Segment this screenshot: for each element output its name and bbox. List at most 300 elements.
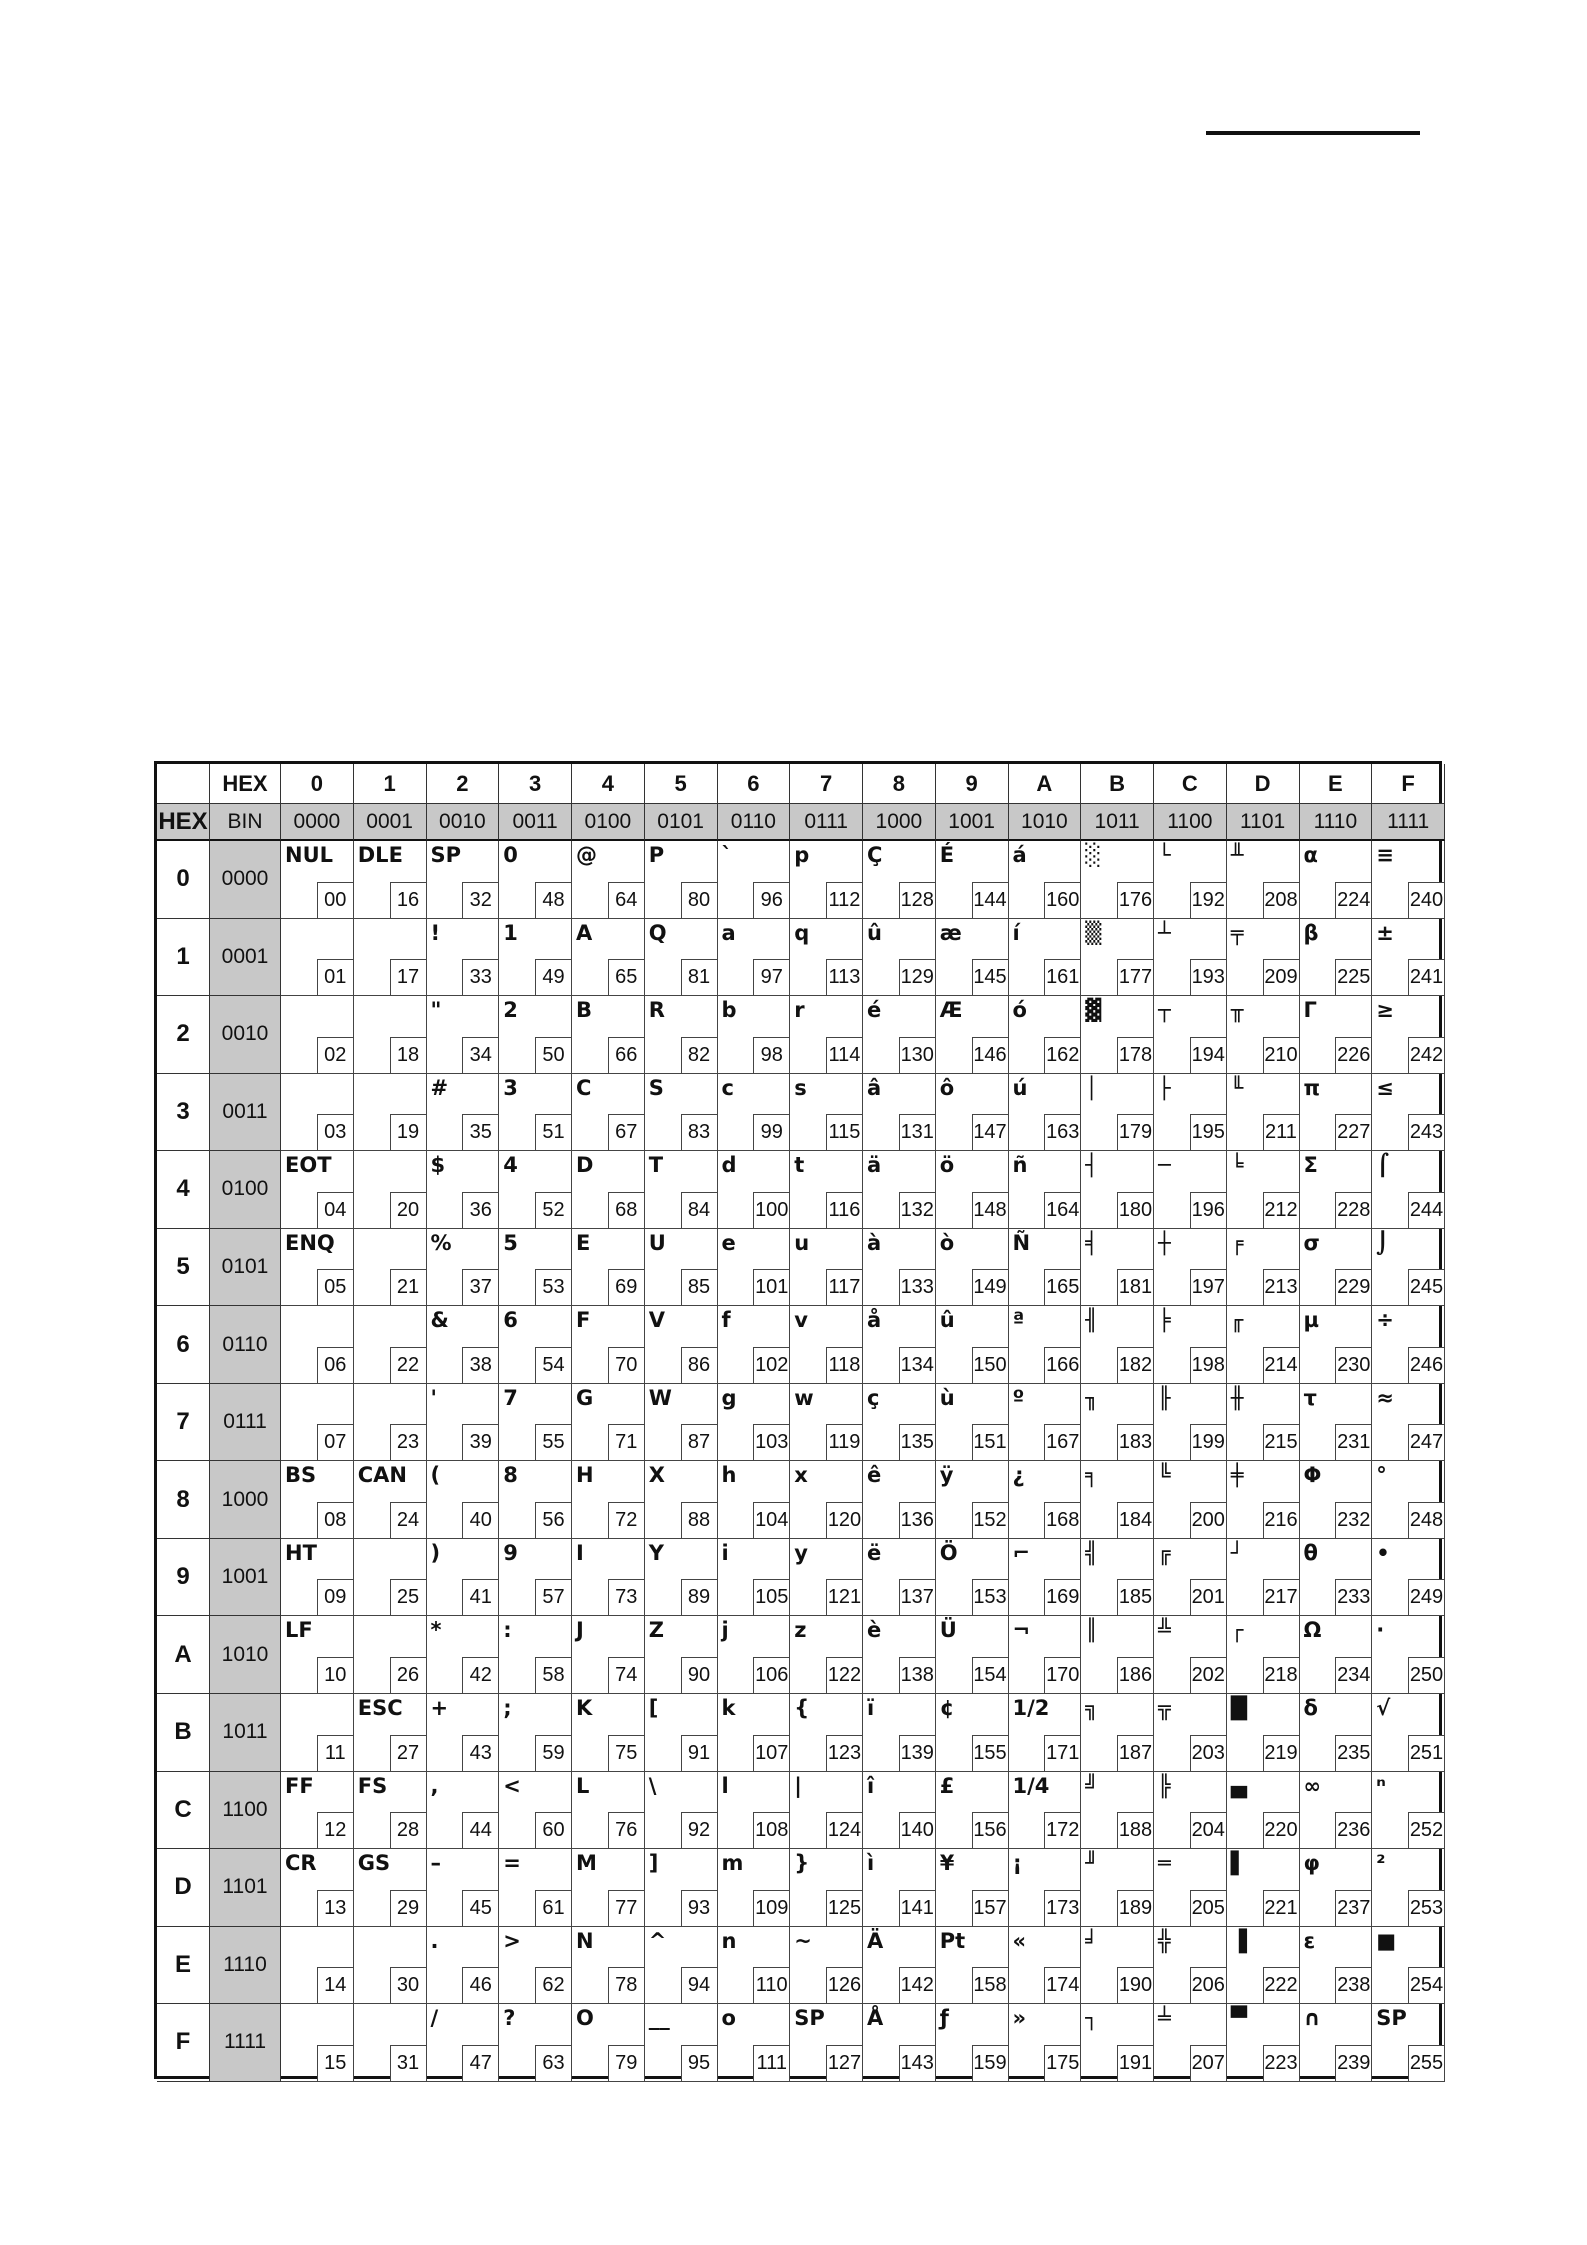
char-code: 19 xyxy=(390,1114,426,1150)
char-code: 49 xyxy=(535,959,571,995)
char-cell xyxy=(281,1539,354,1617)
char-code: 204 xyxy=(1190,1812,1226,1848)
row-hex-header: 9 xyxy=(157,1539,210,1617)
column-hex-header: 4 xyxy=(572,764,645,804)
char-cell xyxy=(1009,1616,1082,1694)
char-code: 122 xyxy=(826,1657,862,1693)
char-code: 51 xyxy=(535,1114,571,1150)
column-hex-header: E xyxy=(1300,764,1373,804)
char-code: 243 xyxy=(1408,1114,1444,1150)
column-hex-header: 1 xyxy=(354,764,427,804)
char-cell xyxy=(1227,919,1300,997)
char-code: 36 xyxy=(462,1192,498,1228)
char-symbol: 5 xyxy=(503,1230,518,1255)
char-code: 162 xyxy=(1044,1037,1080,1073)
char-symbol: GS xyxy=(357,1851,391,1876)
char-symbol: é xyxy=(867,998,882,1023)
char-code: 151 xyxy=(972,1424,1008,1460)
char-code: 216 xyxy=(1263,1502,1299,1538)
char-code: 213 xyxy=(1263,1269,1299,1305)
char-cell xyxy=(863,919,936,997)
char-symbol: | xyxy=(794,1773,802,1798)
char-cell xyxy=(354,1384,427,1462)
char-symbol: ╢ xyxy=(1085,1308,1098,1333)
char-cell xyxy=(718,1151,791,1229)
char-cell xyxy=(427,1306,500,1384)
char-cell xyxy=(790,996,863,1074)
column-hex-header: F xyxy=(1372,764,1445,804)
char-symbol: ╨ xyxy=(1230,843,1244,867)
char-code: 220 xyxy=(1263,1812,1299,1848)
char-cell xyxy=(572,1772,645,1850)
char-symbol: ╝ xyxy=(1085,1773,1098,1798)
char-code: 102 xyxy=(753,1347,789,1383)
char-symbol: ¿ xyxy=(1012,1463,1025,1488)
char-symbol: e xyxy=(721,1230,736,1255)
char-symbol: ) xyxy=(430,1540,441,1565)
char-cell xyxy=(790,1151,863,1229)
char-code: 164 xyxy=(1044,1192,1080,1228)
char-cell xyxy=(1081,1461,1154,1539)
row-hex-header: 6 xyxy=(157,1306,210,1384)
char-code: 158 xyxy=(972,1967,1008,2003)
column-hex-header: C xyxy=(1154,764,1227,804)
char-cell xyxy=(572,996,645,1074)
char-code: 42 xyxy=(462,1657,498,1693)
char-cell xyxy=(1227,1074,1300,1152)
char-code: 229 xyxy=(1335,1269,1371,1305)
char-cell xyxy=(1009,1694,1082,1772)
char-code: 134 xyxy=(899,1347,935,1383)
char-symbol: CR xyxy=(285,1851,317,1876)
char-cell xyxy=(645,841,718,919)
char-code: 139 xyxy=(899,1735,935,1771)
char-cell xyxy=(281,1616,354,1694)
char-symbol: F xyxy=(576,1308,591,1333)
char-cell xyxy=(354,1151,427,1229)
char-code: 157 xyxy=(972,1890,1008,1926)
char-cell xyxy=(1372,919,1445,997)
char-symbol: ² xyxy=(1376,1851,1386,1876)
char-code: 112 xyxy=(826,882,862,918)
char-cell xyxy=(1081,2004,1154,2082)
char-symbol: 1/2 xyxy=(1012,1696,1050,1721)
char-cell xyxy=(718,919,791,997)
char-cell xyxy=(790,1927,863,2005)
char-cell xyxy=(572,1306,645,1384)
char-code: 219 xyxy=(1263,1735,1299,1771)
char-code: 144 xyxy=(972,882,1008,918)
char-cell xyxy=(1372,996,1445,1074)
char-cell xyxy=(499,1306,572,1384)
char-symbol: ╡ xyxy=(1085,1230,1098,1255)
char-cell xyxy=(281,1849,354,1927)
char-code: 71 xyxy=(608,1424,644,1460)
row-bin-header: 0111 xyxy=(210,1384,281,1462)
char-symbol: ⌠ xyxy=(1376,1153,1390,1178)
row-hex-header: A xyxy=(157,1616,210,1694)
char-symbol: ú xyxy=(1012,1075,1028,1100)
char-symbol: ┌ xyxy=(1230,1618,1244,1643)
char-symbol: 1/4 xyxy=(1012,1773,1050,1798)
char-symbol: ╚ xyxy=(1158,1463,1171,1488)
char-symbol: Ω xyxy=(1303,1618,1322,1643)
char-cell xyxy=(1227,1927,1300,2005)
row-hex-header: 8 xyxy=(157,1461,210,1539)
char-cell xyxy=(499,1151,572,1229)
character-code-table xyxy=(154,761,1442,2079)
char-cell xyxy=(427,1849,500,1927)
char-cell xyxy=(1154,1151,1227,1229)
char-symbol: └ xyxy=(1158,843,1171,867)
char-code: 118 xyxy=(826,1347,862,1383)
char-cell xyxy=(354,2004,427,2082)
column-bin-header: 1001 xyxy=(936,804,1009,841)
char-code: 181 xyxy=(1117,1269,1153,1305)
column-hex-header: 3 xyxy=(499,764,572,804)
char-symbol: ò xyxy=(939,1230,955,1255)
char-symbol: ╛ xyxy=(1085,1928,1098,1953)
char-code: 152 xyxy=(972,1502,1008,1538)
char-cell xyxy=(1300,1772,1373,1850)
char-code: 159 xyxy=(972,2045,1008,2081)
char-cell xyxy=(1372,1694,1445,1772)
char-code: 99 xyxy=(753,1114,789,1150)
char-code: 127 xyxy=(826,2045,862,2081)
char-code: 171 xyxy=(1044,1735,1080,1771)
char-symbol: ? xyxy=(503,2006,516,2031)
char-symbol: ░ xyxy=(1085,843,1102,867)
char-symbol: ` xyxy=(721,843,732,867)
char-symbol: ÿ xyxy=(939,1463,954,1488)
char-cell xyxy=(863,1151,936,1229)
char-cell xyxy=(354,996,427,1074)
char-code: 194 xyxy=(1190,1037,1226,1073)
char-cell xyxy=(499,2004,572,2082)
char-cell xyxy=(427,1384,500,1462)
char-code: 236 xyxy=(1335,1812,1371,1848)
char-cell xyxy=(499,1229,572,1307)
char-cell xyxy=(1009,2004,1082,2082)
char-symbol: SP xyxy=(794,2006,825,2031)
char-code: 154 xyxy=(972,1657,1008,1693)
char-symbol: ╣ xyxy=(1085,1540,1098,1565)
char-symbol: Ä xyxy=(867,1928,884,1953)
char-symbol: \ xyxy=(648,1773,657,1798)
char-symbol: Å xyxy=(867,2006,884,2031)
char-cell xyxy=(1154,1229,1227,1307)
char-cell xyxy=(1154,1306,1227,1384)
char-cell xyxy=(936,1384,1009,1462)
char-cell xyxy=(1372,1772,1445,1850)
char-cell xyxy=(1009,1461,1082,1539)
char-code: 174 xyxy=(1044,1967,1080,2003)
row-hex-header: 2 xyxy=(157,996,210,1074)
char-code: 81 xyxy=(681,959,717,995)
char-cell xyxy=(1300,841,1373,919)
char-symbol: ╔ xyxy=(1158,1540,1171,1565)
char-cell xyxy=(645,1461,718,1539)
char-code: 04 xyxy=(317,1192,353,1228)
char-symbol: ╖ xyxy=(1085,1385,1098,1410)
char-code: 14 xyxy=(317,1967,353,2003)
row-hex-header: F xyxy=(157,2004,210,2082)
char-code: 247 xyxy=(1408,1424,1444,1460)
char-code: 24 xyxy=(390,1502,426,1538)
char-cell xyxy=(863,1074,936,1152)
char-code: 60 xyxy=(535,1812,571,1848)
char-symbol: ( xyxy=(430,1463,441,1488)
char-cell xyxy=(1154,1694,1227,1772)
char-code: 132 xyxy=(899,1192,935,1228)
char-symbol: c xyxy=(721,1075,734,1100)
char-cell xyxy=(1372,1927,1445,2005)
char-symbol: ╧ xyxy=(1158,2006,1171,2031)
char-code: 246 xyxy=(1408,1347,1444,1383)
char-code: 242 xyxy=(1408,1037,1444,1073)
char-code: 189 xyxy=(1117,1890,1153,1926)
char-code: 240 xyxy=(1408,882,1444,918)
char-cell xyxy=(1300,1074,1373,1152)
char-code: 168 xyxy=(1044,1502,1080,1538)
char-symbol: y xyxy=(794,1540,808,1565)
char-cell xyxy=(1300,919,1373,997)
char-cell xyxy=(427,1694,500,1772)
char-cell xyxy=(1081,1074,1154,1152)
char-cell xyxy=(1227,2004,1300,2082)
char-symbol: M xyxy=(576,1851,597,1876)
char-symbol: à xyxy=(867,1230,882,1255)
char-cell xyxy=(1154,1927,1227,2005)
char-symbol: LF xyxy=(285,1618,313,1643)
row-hex-header: B xyxy=(157,1694,210,1772)
char-code: 03 xyxy=(317,1114,353,1150)
char-code: 167 xyxy=(1044,1424,1080,1460)
char-code: 182 xyxy=(1117,1347,1153,1383)
char-symbol: ï xyxy=(867,1696,875,1721)
char-code: 52 xyxy=(535,1192,571,1228)
char-symbol: W xyxy=(648,1385,672,1410)
char-code: 253 xyxy=(1408,1890,1444,1926)
char-code: 124 xyxy=(826,1812,862,1848)
row-bin-header: 1111 xyxy=(210,2004,281,2082)
char-symbol: S xyxy=(648,1075,664,1100)
char-symbol: 9 xyxy=(503,1540,518,1565)
char-symbol: ] xyxy=(648,1851,659,1876)
char-cell xyxy=(427,1229,500,1307)
char-symbol: ▄ xyxy=(1230,1773,1247,1798)
char-cell xyxy=(1227,1539,1300,1617)
char-cell xyxy=(572,1229,645,1307)
char-code: 18 xyxy=(390,1037,426,1073)
char-cell xyxy=(936,2004,1009,2082)
char-cell xyxy=(281,1306,354,1384)
char-cell xyxy=(1154,841,1227,919)
char-code: 135 xyxy=(899,1424,935,1460)
header-hex-label: HEX xyxy=(210,764,281,804)
char-cell xyxy=(1372,1616,1445,1694)
char-cell xyxy=(936,1849,1009,1927)
char-code: 206 xyxy=(1190,1967,1226,2003)
char-symbol: & xyxy=(430,1308,449,1333)
char-symbol: ó xyxy=(1012,998,1027,1023)
char-cell xyxy=(863,996,936,1074)
column-bin-header: 0101 xyxy=(645,804,718,841)
char-symbol: √ xyxy=(1376,1696,1391,1721)
char-symbol: Σ xyxy=(1303,1153,1318,1178)
char-symbol: φ xyxy=(1303,1851,1320,1876)
char-code: 146 xyxy=(972,1037,1008,1073)
char-code: 83 xyxy=(681,1114,717,1150)
char-symbol: 1 xyxy=(503,920,518,945)
char-symbol: ë xyxy=(867,1540,882,1565)
char-cell xyxy=(1081,1229,1154,1307)
char-code: 02 xyxy=(317,1037,353,1073)
char-code: 245 xyxy=(1408,1269,1444,1305)
char-symbol: Γ xyxy=(1303,998,1317,1023)
char-symbol: # xyxy=(430,1075,449,1100)
char-cell xyxy=(1009,919,1082,997)
char-symbol: £ xyxy=(939,1773,955,1798)
column-bin-header: 1111 xyxy=(1372,804,1445,841)
char-code: 149 xyxy=(972,1269,1008,1305)
char-code: 201 xyxy=(1190,1579,1226,1615)
char-cell xyxy=(1300,1927,1373,2005)
char-code: 01 xyxy=(317,959,353,995)
char-cell xyxy=(718,1694,791,1772)
char-symbol: SP xyxy=(1376,2006,1407,2031)
char-symbol: ┐ xyxy=(1085,2006,1098,2031)
char-cell xyxy=(499,1616,572,1694)
char-code: 89 xyxy=(681,1579,717,1615)
char-code: 138 xyxy=(899,1657,935,1693)
row-hex-header: 3 xyxy=(157,1074,210,1152)
char-cell xyxy=(1300,1229,1373,1307)
char-cell xyxy=(1009,1849,1082,1927)
char-code: 48 xyxy=(535,882,571,918)
char-code: 68 xyxy=(608,1192,644,1228)
char-code: 222 xyxy=(1263,1967,1299,2003)
char-code: 178 xyxy=(1117,1037,1153,1073)
char-cell xyxy=(645,996,718,1074)
char-cell xyxy=(790,1074,863,1152)
char-symbol: ì xyxy=(867,1851,875,1876)
char-cell xyxy=(1154,1074,1227,1152)
char-symbol: A xyxy=(576,920,593,945)
char-code: 241 xyxy=(1408,959,1444,995)
char-cell xyxy=(572,1539,645,1617)
char-cell xyxy=(936,1306,1009,1384)
char-cell xyxy=(281,1074,354,1152)
char-cell xyxy=(645,1694,718,1772)
char-cell xyxy=(1081,919,1154,997)
char-symbol: ║ xyxy=(1085,1618,1098,1643)
char-cell xyxy=(1154,1772,1227,1850)
char-symbol: û xyxy=(939,1308,955,1333)
char-symbol: û xyxy=(867,920,882,945)
char-symbol: ■ xyxy=(1376,1928,1397,1953)
char-symbol: * xyxy=(430,1618,442,1643)
char-symbol: è xyxy=(867,1618,882,1643)
char-cell xyxy=(572,1616,645,1694)
char-code: 165 xyxy=(1044,1269,1080,1305)
char-code: 97 xyxy=(753,959,789,995)
row-bin-header: 0001 xyxy=(210,919,281,997)
char-cell xyxy=(1009,1927,1082,2005)
column-bin-header: 1010 xyxy=(1009,804,1082,841)
char-symbol: ñ xyxy=(1012,1153,1028,1178)
char-code: 45 xyxy=(462,1890,498,1926)
row-bin-header: 0110 xyxy=(210,1306,281,1384)
char-symbol: j xyxy=(721,1618,729,1643)
char-symbol: â xyxy=(867,1075,882,1100)
row-bin-header: 1000 xyxy=(210,1461,281,1539)
char-symbol: µ xyxy=(1303,1308,1319,1333)
char-cell xyxy=(1154,1461,1227,1539)
char-cell xyxy=(1372,1539,1445,1617)
column-bin-header: 0011 xyxy=(499,804,572,841)
char-cell xyxy=(1372,1461,1445,1539)
char-symbol: ≥ xyxy=(1376,998,1394,1023)
char-code: 66 xyxy=(608,1037,644,1073)
char-code: 175 xyxy=(1044,2045,1080,2081)
char-symbol: ê xyxy=(867,1463,882,1488)
char-code: 161 xyxy=(1044,959,1080,995)
char-code: 184 xyxy=(1117,1502,1153,1538)
char-symbol: ¬ xyxy=(1012,1618,1031,1643)
char-symbol: ° xyxy=(1376,1463,1387,1488)
char-code: 05 xyxy=(317,1269,353,1305)
char-cell xyxy=(645,1074,718,1152)
char-cell xyxy=(572,1074,645,1152)
char-symbol: ENQ xyxy=(285,1230,335,1255)
char-symbol: ¡ xyxy=(1012,1851,1023,1876)
char-symbol: ¢ xyxy=(939,1696,955,1721)
char-code: 160 xyxy=(1044,882,1080,918)
char-cell xyxy=(790,1849,863,1927)
char-symbol: k xyxy=(721,1696,736,1721)
char-code: 92 xyxy=(681,1812,717,1848)
char-cell xyxy=(790,1616,863,1694)
column-hex-header: 7 xyxy=(790,764,863,804)
char-symbol: t xyxy=(794,1153,805,1178)
char-symbol: 7 xyxy=(503,1385,518,1410)
char-cell xyxy=(427,2004,500,2082)
char-cell xyxy=(1300,996,1373,1074)
char-code: 70 xyxy=(608,1347,644,1383)
column-hex-header: B xyxy=(1081,764,1154,804)
char-code: 116 xyxy=(826,1192,862,1228)
char-symbol: : xyxy=(503,1618,512,1643)
char-symbol: [ xyxy=(648,1696,659,1721)
char-symbol: Q xyxy=(648,920,667,945)
char-cell xyxy=(790,919,863,997)
char-cell xyxy=(1300,1694,1373,1772)
char-code: 193 xyxy=(1190,959,1226,995)
char-cell xyxy=(718,841,791,919)
char-cell xyxy=(936,1151,1009,1229)
char-code: 176 xyxy=(1117,882,1153,918)
char-cell xyxy=(281,1927,354,2005)
char-symbol: l xyxy=(721,1773,729,1798)
char-symbol: Æ xyxy=(939,998,963,1023)
char-code: 32 xyxy=(462,882,498,918)
char-symbol: FS xyxy=(357,1773,388,1798)
char-cell xyxy=(427,996,500,1074)
char-cell xyxy=(1009,1384,1082,1462)
char-cell xyxy=(354,1616,427,1694)
char-cell xyxy=(718,1616,791,1694)
